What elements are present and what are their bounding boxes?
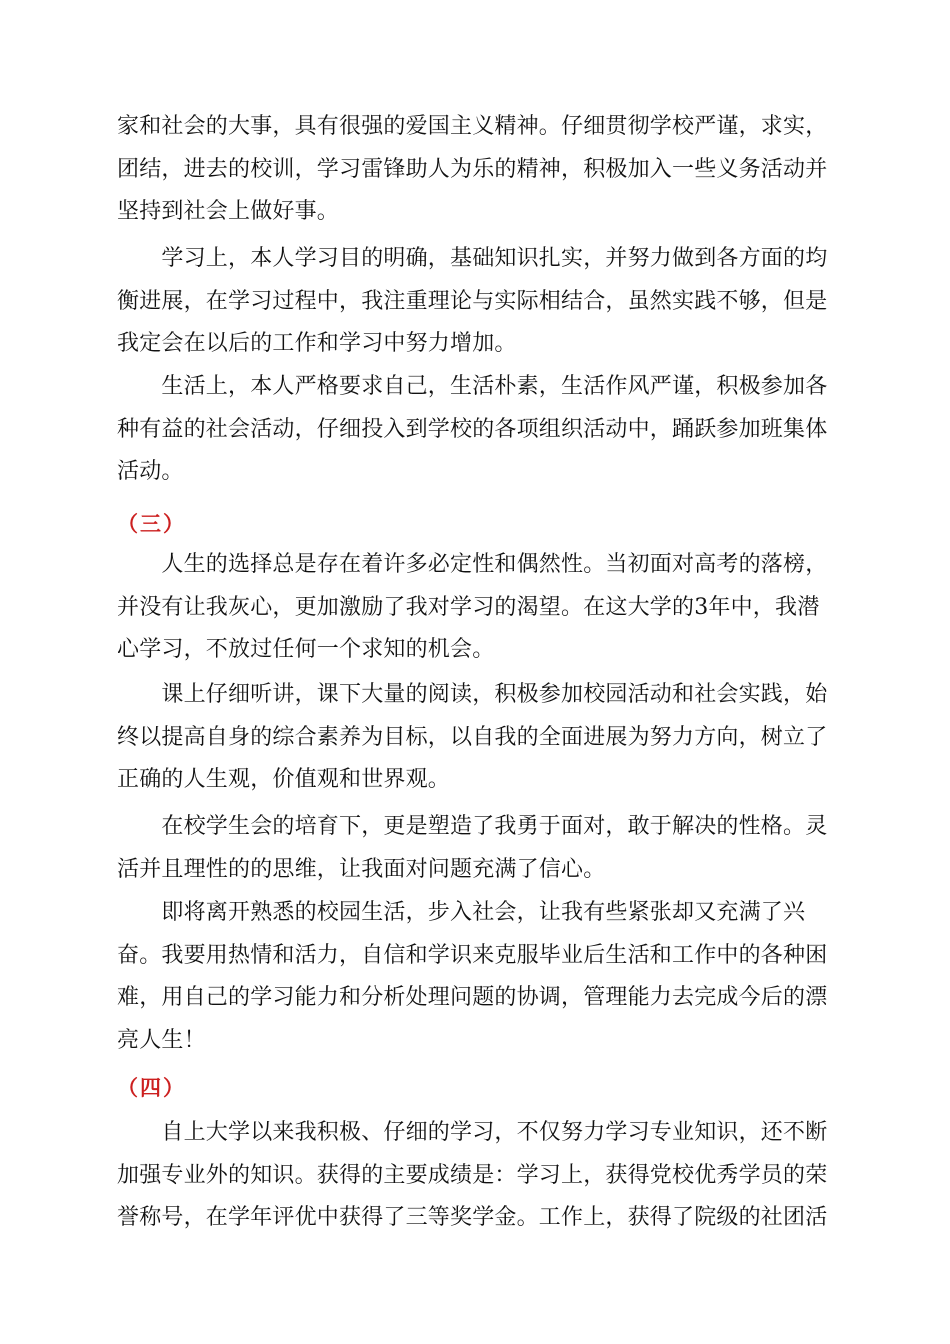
section-heading-4: （四） (117, 1076, 186, 1100)
paragraph-6 (117, 806, 833, 891)
text-line: 人生的选择总是存在着许多必定性和偶然性。当初面对高考的落榜， (117, 552, 828, 577)
text-line: 誉称号，在学年评优中获得了三等奖学金。工作上，获得了院级的社团活 (117, 1205, 828, 1230)
text-line: 加强专业外的知识。获得的主要成绩是：学习上，获得党校优秀学员的荣 (117, 1162, 828, 1188)
section-heading-3: （三） (117, 512, 186, 536)
text-line: 活动。 (117, 459, 184, 484)
text-line: 亮人生！ (117, 1027, 206, 1053)
paragraph-2 (117, 238, 833, 366)
text-line: 心学习，不放过任何一个求知的机会。 (117, 637, 495, 662)
text-line: 并没有让我灰心，更加激励了我对学习的渴望。在这大学的3年中，我潜 (117, 594, 820, 620)
text-line: 课上仔细听讲，课下大量的阅读，积极参加校园活动和社会实践，始 (117, 682, 828, 707)
paragraph-1 (117, 106, 833, 234)
text-line: 在校学生会的培育下，更是塑造了我勇于面对，敢于解决的性格。灵 (117, 814, 828, 839)
text-line: 我定会在以后的工作和学习中努力增加。 (117, 331, 517, 356)
paragraph-5 (117, 674, 833, 802)
text-line: 衡进展，在学习过程中，我注重理论与实际相结合，虽然实践不够，但是 (117, 288, 828, 314)
text-line: 学习上，本人学习目的明确，基础知识扎实，并努力做到各方面的均 (117, 246, 828, 271)
text-line: 正确的人生观，价值观和世界观。 (117, 767, 451, 792)
text-line: 活并且理性的的思维，让我面对问题充满了信心。 (117, 856, 606, 882)
text-line: 家和社会的大事，具有很强的爱国主义精神。仔细贯彻学校严谨，求实， (117, 114, 828, 139)
text-line: 奋。我要用热情和活力，自信和学识来克服毕业后生活和工作中的各种困 (117, 942, 828, 968)
paragraph-4 (117, 544, 833, 672)
paragraph-8 (117, 1112, 833, 1240)
text-line: 终以提高自身的综合素养为目标，以自我的全面进展为努力方向，树立了 (117, 724, 828, 750)
text-line: 难，用自己的学习能力和分析处理问题的协调，管理能力去完成今后的漂 (117, 985, 828, 1010)
text-line: 团结，进去的校训，学习雷锋助人为乐的精神，积极加入一些义务活动并 (117, 156, 828, 182)
text-line: 即将离开熟悉的校园生活，步入社会，让我有些紧张却又充满了兴 (117, 900, 806, 925)
paragraph-3 (117, 366, 833, 494)
text-line: 自上大学以来我积极、仔细的学习，不仅努力学习专业知识，还不断 (117, 1120, 828, 1145)
paragraph-7 (117, 892, 833, 1062)
text-line: 生活上，本人严格要求自己，生活朴素，生活作风严谨，积极参加各 (117, 374, 828, 399)
text-line: 坚持到社会上做好事。 (117, 199, 340, 224)
text-line: 种有益的社会活动，仔细投入到学校的各项组织活动中，踊跃参加班集体 (117, 416, 828, 442)
